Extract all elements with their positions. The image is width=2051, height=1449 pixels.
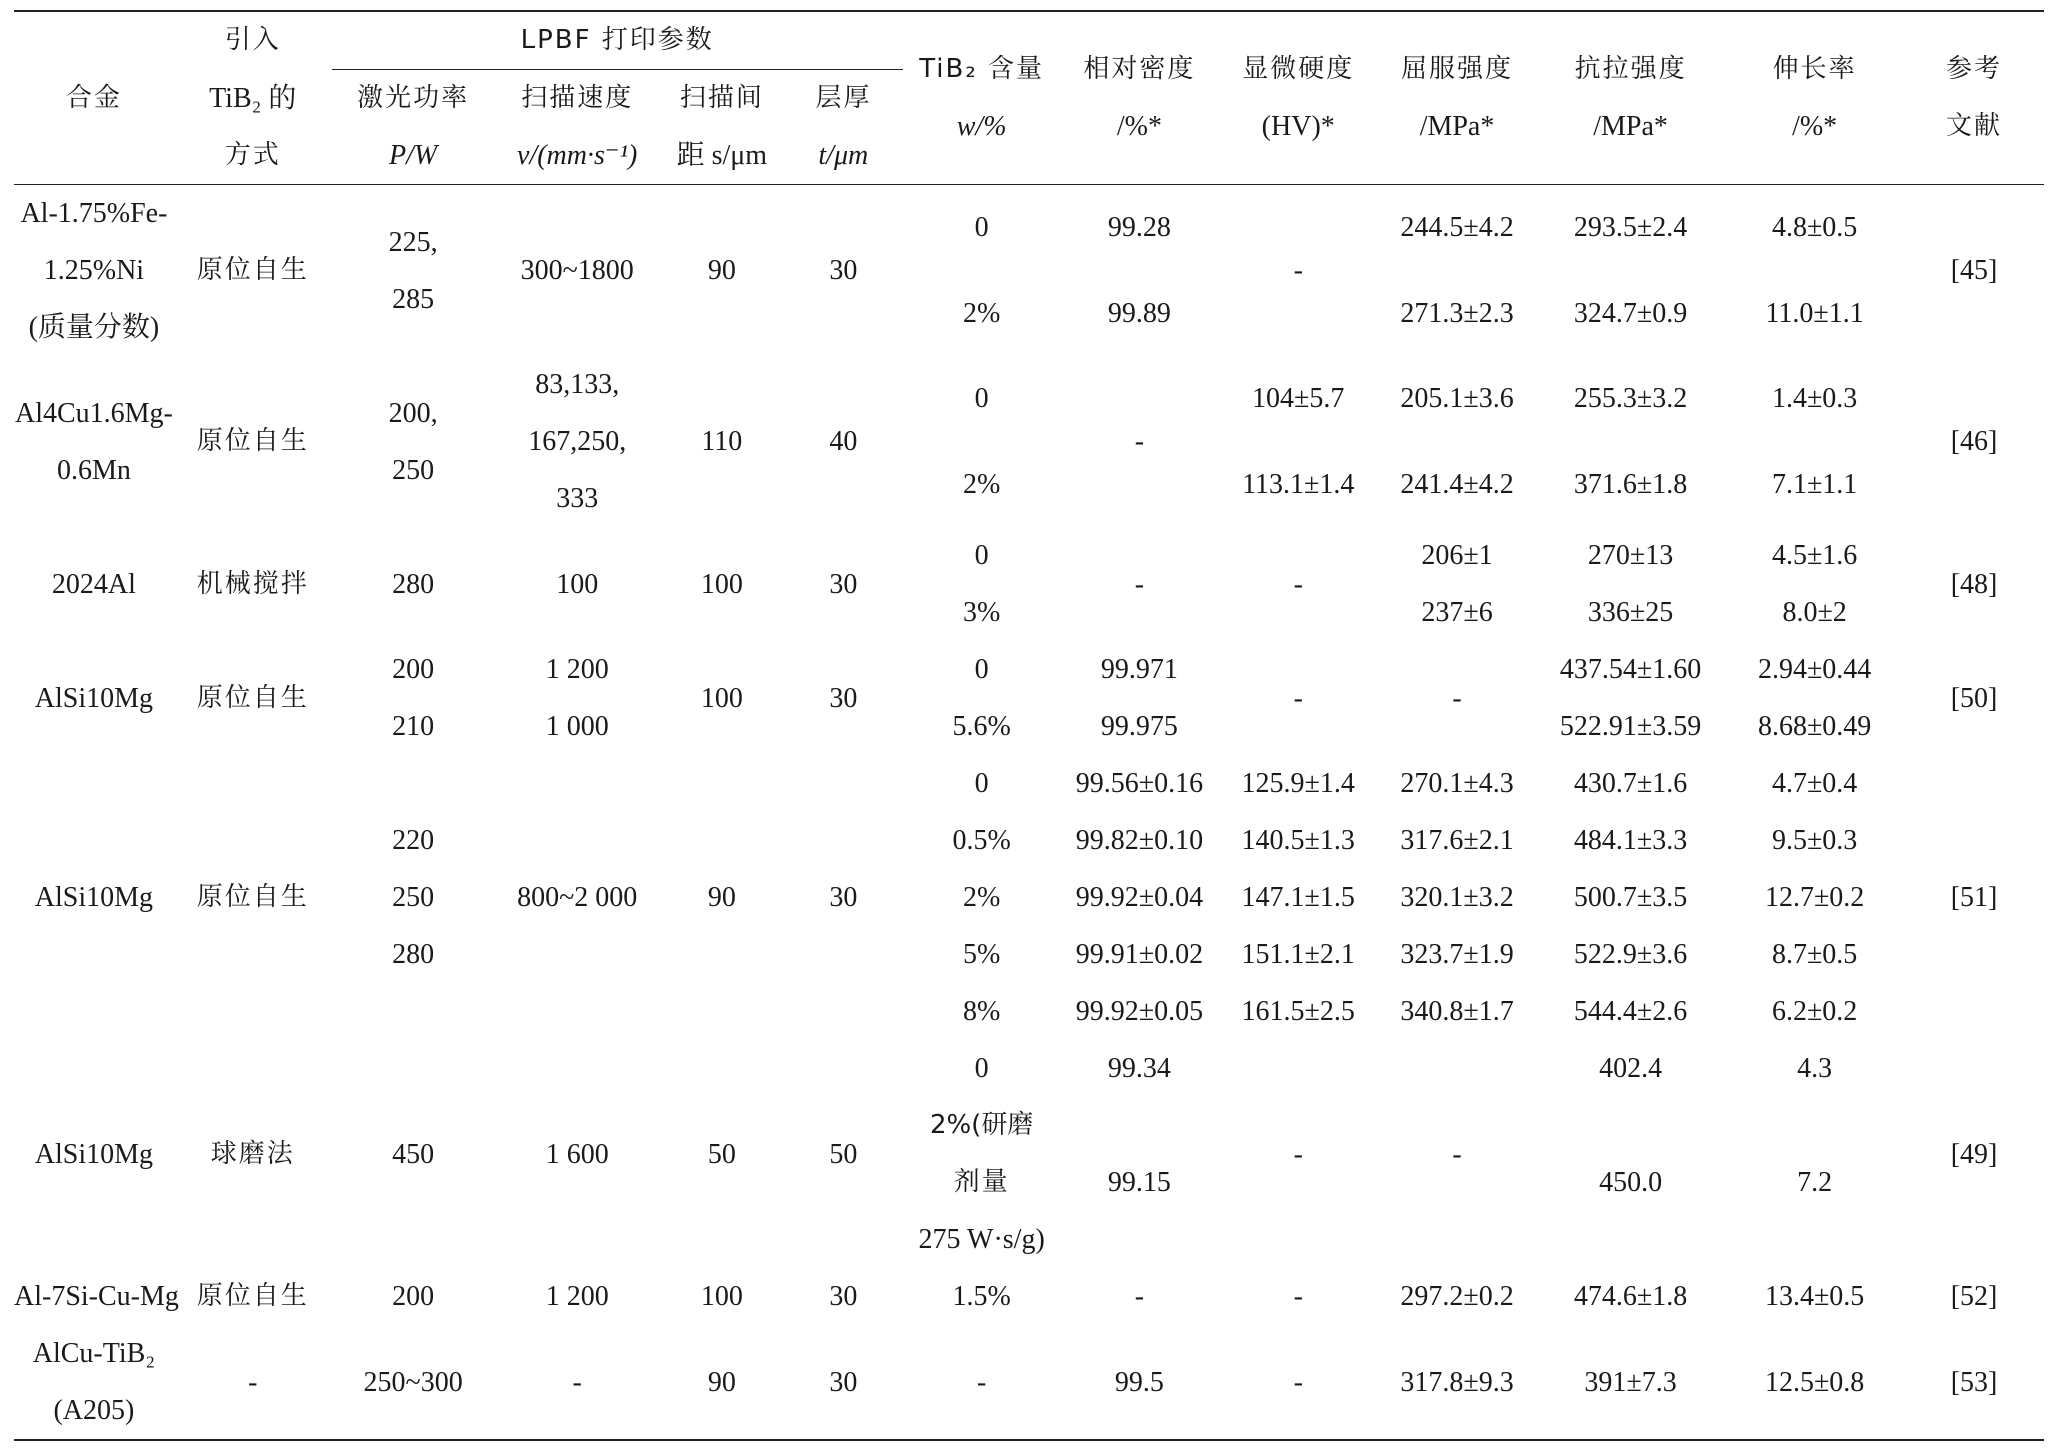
header-hatch-unit: 距 s/μm bbox=[660, 127, 784, 185]
hardness-cell: 161.5±2.5 bbox=[1241, 996, 1355, 1027]
header-laser-power-unit: P/W bbox=[332, 127, 495, 185]
layer-cell: 30 bbox=[829, 682, 858, 714]
tib2-content-cell: 0 bbox=[974, 212, 989, 244]
tib2-content-cell: 5% bbox=[962, 939, 1001, 970]
density-cell: - bbox=[1134, 1281, 1145, 1312]
tensile-cell: 500.7±3.5 bbox=[1573, 882, 1688, 913]
header-hardness-unit: (HV)* bbox=[1261, 111, 1335, 142]
yield-cell: 340.8±1.7 bbox=[1400, 996, 1514, 1027]
tensile-cell: 255.3±3.2 bbox=[1573, 383, 1688, 415]
alloy-line: Al4Cu1.6Mg- bbox=[14, 397, 173, 429]
method-cell: 原位自生 bbox=[196, 682, 309, 713]
method-cell: 原位自生 bbox=[196, 882, 309, 912]
hatch-cell: 110 bbox=[701, 426, 743, 457]
hardness-cell: 104±5.7 bbox=[1252, 383, 1345, 415]
laser-power-value: 225, bbox=[388, 226, 438, 258]
scan-speed-cell: 1 200 bbox=[545, 1281, 609, 1312]
method-cell: 球磨法 bbox=[210, 1138, 295, 1169]
header-layer-unit: t/μm bbox=[784, 127, 903, 185]
tensile-cell: 371.6±1.8 bbox=[1573, 468, 1688, 500]
ref-cell: [49] bbox=[1950, 1138, 1998, 1170]
alloy-cell: AlSi10Mg bbox=[34, 882, 154, 913]
ref-cell: [50] bbox=[1950, 682, 1998, 714]
density-cell: 99.82±0.10 bbox=[1075, 825, 1204, 856]
tib2-content-cell: 0 bbox=[974, 540, 989, 571]
tib2-content-cell: 0 bbox=[974, 1053, 989, 1084]
header-tib2-content-label: TiB₂ 含量 bbox=[919, 54, 1045, 84]
hardness-cell: - bbox=[1218, 1325, 1378, 1440]
method-cell: - bbox=[174, 1325, 332, 1440]
tib2-content-cell: 0 bbox=[974, 654, 989, 685]
yield-cell: 241.4±4.2 bbox=[1400, 468, 1514, 500]
scan-speed-cell: 800~2 000 bbox=[517, 882, 638, 913]
laser-power-cell: 250~300 bbox=[332, 1325, 495, 1440]
tib2-content-cell: 5.6% bbox=[952, 711, 1011, 742]
yield-cell: 317.6±2.1 bbox=[1400, 825, 1514, 856]
yield-cell: 320.1±3.2 bbox=[1400, 882, 1514, 913]
laser-power-value: 285 bbox=[392, 283, 435, 315]
density-cell: 99.971 bbox=[1100, 654, 1178, 685]
header-scan-speed-unit: v/(mm·s⁻¹) bbox=[495, 127, 660, 185]
scan-speed-value: 333 bbox=[556, 483, 599, 514]
elongation-cell: 8.68±0.49 bbox=[1757, 711, 1872, 742]
tensile-cell: 336±25 bbox=[1587, 597, 1674, 628]
hatch-cell: 50 bbox=[707, 1138, 736, 1170]
layer-cell: 30 bbox=[829, 1281, 858, 1312]
hardness-cell: - bbox=[1293, 568, 1303, 600]
density-cell: 99.15 bbox=[1107, 1167, 1171, 1198]
laser-power-cell: 280 bbox=[392, 568, 435, 600]
header-lpbf-params: LPBF 打印参数 bbox=[332, 11, 903, 70]
layer-cell: 30 bbox=[829, 255, 858, 286]
header-yield-label: 屈服强度 bbox=[1401, 54, 1514, 84]
ref-cell: [52] bbox=[1950, 1281, 1998, 1312]
laser-power-cell: 200 bbox=[392, 654, 435, 685]
elongation-cell: 9.5±0.3 bbox=[1771, 825, 1858, 856]
hatch-cell: 90 bbox=[707, 882, 736, 913]
yield-cell: 270.1±4.3 bbox=[1400, 768, 1514, 799]
scan-speed-cell: - bbox=[495, 1325, 660, 1440]
hardness-cell: - bbox=[1293, 255, 1303, 286]
tensile-cell: 430.7±1.6 bbox=[1573, 768, 1688, 799]
hardness-cell: - bbox=[1293, 1138, 1303, 1170]
scan-speed-cell: 1 000 bbox=[545, 711, 609, 742]
hardness-cell: 140.5±1.3 bbox=[1241, 825, 1355, 856]
tensile-cell: 484.1±3.3 bbox=[1573, 825, 1688, 856]
density-cell: 99.34 bbox=[1107, 1053, 1171, 1084]
density-cell: - bbox=[1134, 426, 1145, 457]
density-cell: 99.91±0.02 bbox=[1075, 939, 1204, 970]
header-method-line1: 引入 bbox=[174, 11, 332, 70]
elongation-cell: 7.1±1.1 bbox=[1771, 468, 1858, 500]
header-elongation-unit: /%* bbox=[1792, 111, 1838, 142]
alloy-line: AlCu-TiB₂ bbox=[32, 1338, 156, 1369]
tib2-content-cell: 8% bbox=[962, 996, 1001, 1027]
alloy-line: 1.25%Ni bbox=[43, 255, 145, 286]
laser-power-value: 250 bbox=[392, 882, 435, 913]
header-elongation-label: 伸长率 bbox=[1772, 54, 1857, 84]
alloy-line: (质量分数) bbox=[28, 312, 160, 343]
tensile-cell: 324.7±0.9 bbox=[1573, 297, 1688, 329]
elongation-cell: 11.0±1.1 bbox=[1765, 297, 1864, 329]
scan-speed-cell bbox=[495, 356, 660, 527]
tensile-cell: 391±7.3 bbox=[1536, 1325, 1725, 1440]
table-row bbox=[14, 1268, 2044, 1325]
alloy-cell bbox=[14, 1325, 174, 1440]
tib2-content-cell: 2% bbox=[962, 882, 1001, 913]
yield-cell: 297.2±0.2 bbox=[1400, 1281, 1514, 1312]
tib2-content-cell: 0.5% bbox=[952, 825, 1011, 856]
header-method-line2: TiB₂ 的 bbox=[209, 82, 297, 114]
hatch-cell: 100 bbox=[700, 682, 743, 714]
layer-cell: 30 bbox=[784, 1325, 903, 1440]
elongation-cell: 12.7±0.2 bbox=[1764, 882, 1865, 913]
elongation-cell: 4.3 bbox=[1797, 1053, 1833, 1084]
alloy-line: 0.6Mn bbox=[56, 454, 131, 486]
header-ref bbox=[1904, 11, 2044, 185]
laser-power-cell bbox=[332, 755, 495, 1040]
method-cell: 原位自生 bbox=[196, 1281, 309, 1311]
layer-cell: 50 bbox=[829, 1138, 858, 1170]
hatch-cell: 100 bbox=[700, 568, 743, 600]
tensile-cell: 522.9±3.6 bbox=[1573, 939, 1688, 970]
header-layer: 层厚 bbox=[815, 83, 872, 113]
table-row bbox=[14, 527, 2044, 584]
alloy-cell bbox=[14, 356, 174, 527]
tensile-cell: 270±13 bbox=[1587, 540, 1674, 571]
header-row-1 bbox=[14, 11, 2044, 70]
yield-cell: 244.5±4.2 bbox=[1400, 212, 1514, 244]
scan-speed-cell: 300~1800 bbox=[520, 255, 634, 286]
scan-speed-value: 167,250, bbox=[528, 426, 627, 457]
tib2-content-cell: 2% bbox=[962, 297, 1001, 329]
ref-cell: [48] bbox=[1950, 568, 1998, 600]
laser-power-value: 250 bbox=[392, 454, 435, 486]
tensile-cell: 293.5±2.4 bbox=[1573, 212, 1688, 244]
hardness-cell: - bbox=[1293, 682, 1303, 714]
laser-power-value: 200, bbox=[388, 397, 438, 429]
elongation-cell: 6.2±0.2 bbox=[1771, 996, 1858, 1027]
header-laser-power: 激光功率 bbox=[357, 83, 470, 113]
tib2-content-cell: 0 bbox=[974, 383, 989, 415]
alloy-cell bbox=[14, 185, 174, 357]
tib2-content-line: 剂量 bbox=[953, 1167, 1010, 1197]
header-scan-speed: 扫描速度 bbox=[521, 83, 634, 113]
density-cell: 99.89 bbox=[1107, 297, 1171, 329]
scan-speed-cell: 100 bbox=[556, 568, 599, 600]
hatch-cell: 90 bbox=[660, 1325, 784, 1440]
yield-cell: - bbox=[1452, 1138, 1462, 1170]
layer-cell: 30 bbox=[829, 568, 858, 600]
header-tensile bbox=[1536, 11, 1725, 185]
tensile-cell: 437.54±1.60 bbox=[1559, 654, 1702, 685]
ref-cell: [53] bbox=[1904, 1325, 2044, 1440]
method-cell: 原位自生 bbox=[196, 426, 309, 456]
header-tib2-content-unit: w/% bbox=[956, 111, 1007, 142]
header-tensile-label: 抗拉强度 bbox=[1574, 54, 1687, 84]
header-density bbox=[1061, 11, 1219, 185]
scan-speed-value: 83,133, bbox=[535, 369, 620, 400]
header-method-line3: 方式 bbox=[174, 127, 332, 185]
tib2-content-cell: - bbox=[903, 1325, 1061, 1440]
yield-cell: 205.1±3.6 bbox=[1400, 383, 1514, 415]
hardness-cell: 147.1±1.5 bbox=[1241, 882, 1355, 913]
tensile-cell: 402.4 bbox=[1599, 1053, 1663, 1084]
elongation-cell: 4.8±0.5 bbox=[1771, 212, 1858, 244]
header-tensile-unit: /MPa* bbox=[1593, 111, 1668, 142]
alloy-line: (A205) bbox=[53, 1395, 135, 1426]
tib2-content-cell bbox=[903, 1097, 1061, 1268]
header-density-unit: /%* bbox=[1116, 111, 1162, 142]
laser-power-cell bbox=[332, 356, 495, 527]
table-row bbox=[14, 1040, 2044, 1097]
layer-cell: 30 bbox=[829, 882, 858, 913]
header-hardness bbox=[1218, 11, 1378, 185]
table-row bbox=[14, 185, 2044, 271]
table-row bbox=[14, 356, 2044, 442]
tensile-cell: 474.6±1.8 bbox=[1573, 1281, 1688, 1312]
tib2-content-cell: 1.5% bbox=[952, 1281, 1011, 1312]
laser-power-cell: 210 bbox=[392, 711, 435, 742]
hatch-cell: 90 bbox=[707, 255, 736, 286]
elongation-cell: 1.4±0.3 bbox=[1771, 383, 1858, 415]
scan-speed-cell: 1 600 bbox=[545, 1138, 609, 1170]
tib2-content-cell: 0 bbox=[974, 768, 989, 799]
header-yield-unit: /MPa* bbox=[1419, 111, 1495, 142]
table-row bbox=[14, 641, 2044, 698]
density-cell: 99.975 bbox=[1100, 711, 1178, 742]
density-cell: 99.56±0.16 bbox=[1075, 768, 1204, 799]
alloy-line: Al-1.75%Fe- bbox=[20, 198, 168, 229]
hardness-cell: 125.9±1.4 bbox=[1241, 768, 1355, 799]
laser-power-value: 280 bbox=[392, 939, 435, 970]
header-density-label: 相对密度 bbox=[1083, 54, 1196, 84]
tensile-cell: 450.0 bbox=[1599, 1167, 1663, 1198]
method-cell: 机械搅拌 bbox=[196, 568, 309, 599]
alloy-cell: 2024Al bbox=[51, 568, 136, 600]
layer-cell: 40 bbox=[829, 426, 858, 457]
header-alloy: 合金 bbox=[14, 11, 174, 185]
alloy-cell: Al-7Si-Cu-Mg bbox=[14, 1281, 179, 1312]
table-row bbox=[14, 755, 2044, 812]
scan-speed-cell: 1 200 bbox=[545, 654, 609, 685]
yield-cell: 271.3±2.3 bbox=[1400, 297, 1514, 329]
ref-cell: [45] bbox=[1950, 255, 1998, 286]
hardness-cell: 113.1±1.4 bbox=[1242, 468, 1355, 500]
header-hardness-label: 显微硬度 bbox=[1242, 54, 1355, 84]
laser-power-value: 220 bbox=[392, 825, 435, 856]
hardness-cell: - bbox=[1293, 1281, 1303, 1312]
tib2-content-line: 2%(研磨 bbox=[929, 1110, 1034, 1140]
elongation-cell: 4.7±0.4 bbox=[1771, 768, 1858, 799]
hardness-cell: 151.1±2.1 bbox=[1241, 939, 1355, 970]
density-cell: 99.92±0.05 bbox=[1075, 996, 1204, 1027]
laser-power-cell: 450 bbox=[392, 1138, 435, 1170]
elongation-cell: 12.5±0.8 bbox=[1725, 1325, 1904, 1440]
header-ref-line1: 参考 bbox=[1946, 54, 2003, 84]
elongation-cell: 8.7±0.5 bbox=[1771, 939, 1858, 970]
density-cell: 99.92±0.04 bbox=[1075, 882, 1204, 913]
yield-cell: 237±6 bbox=[1421, 597, 1493, 628]
laser-power-cell: 200 bbox=[392, 1281, 435, 1312]
density-cell: 99.28 bbox=[1107, 212, 1171, 244]
alloy-cell: AlSi10Mg bbox=[34, 1138, 154, 1170]
yield-cell: 206±1 bbox=[1421, 540, 1493, 571]
table-row bbox=[14, 1325, 2044, 1440]
tib2-content-line: 275 W·s/g) bbox=[918, 1224, 1045, 1255]
header-hatch: 扫描间 bbox=[679, 83, 764, 113]
ref-cell: [51] bbox=[1950, 882, 1998, 913]
header-ref-line2: 文献 bbox=[1946, 111, 2003, 141]
tib2-aluminum-properties-table bbox=[14, 10, 2044, 1441]
yield-cell: 317.8±9.3 bbox=[1378, 1325, 1536, 1440]
tensile-cell: 522.91±3.59 bbox=[1559, 711, 1702, 742]
density-cell: 99.5 bbox=[1061, 1325, 1219, 1440]
elongation-cell: 4.5±1.6 bbox=[1771, 540, 1858, 571]
tib2-content-cell: 3% bbox=[962, 597, 1001, 628]
tib2-content-cell: 2% bbox=[962, 468, 1001, 500]
elongation-cell: 7.2 bbox=[1797, 1167, 1833, 1198]
yield-cell: 323.7±1.9 bbox=[1400, 939, 1514, 970]
header-yield bbox=[1378, 11, 1536, 185]
density-cell: - bbox=[1134, 568, 1145, 600]
laser-power-cell bbox=[332, 185, 495, 357]
alloy-cell: AlSi10Mg bbox=[34, 682, 154, 714]
elongation-cell: 8.0±2 bbox=[1782, 597, 1847, 628]
hatch-cell: 100 bbox=[700, 1281, 743, 1312]
ref-cell: [46] bbox=[1950, 426, 1998, 457]
header-elongation bbox=[1725, 11, 1904, 185]
method-cell: 原位自生 bbox=[196, 255, 309, 285]
header-tib2-content bbox=[903, 11, 1061, 185]
elongation-cell: 13.4±0.5 bbox=[1764, 1281, 1865, 1312]
tensile-cell: 544.4±2.6 bbox=[1573, 996, 1688, 1027]
yield-cell: - bbox=[1452, 682, 1462, 714]
elongation-cell: 2.94±0.44 bbox=[1757, 654, 1872, 685]
